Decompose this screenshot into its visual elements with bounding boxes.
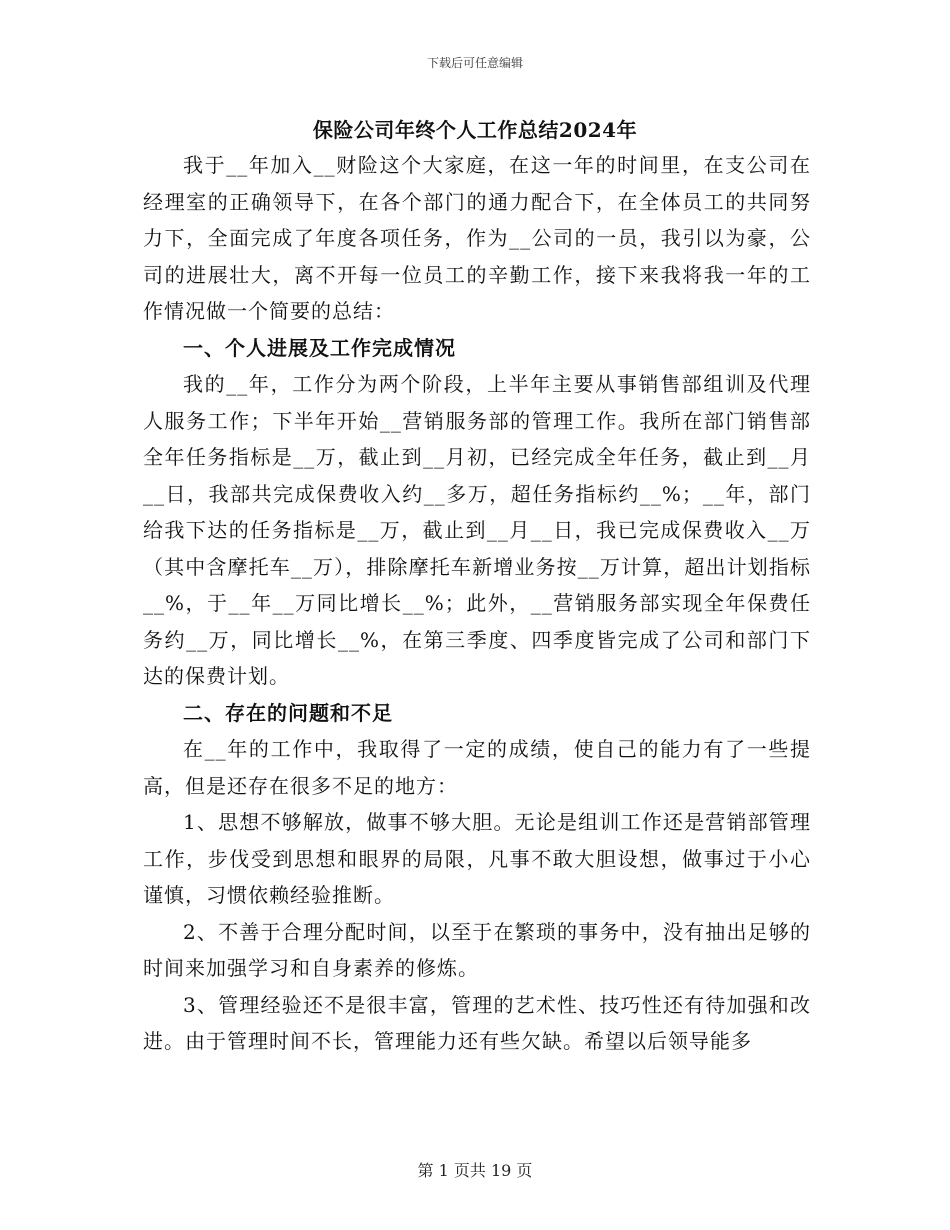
section-heading-2: 二、存在的问题和不足 <box>183 700 393 725</box>
page-number-footer: 第 1 页共 19 页 <box>417 1161 533 1180</box>
section2-paragraph-2: 1、思想不够解放，做事不够大胆。无论是组训工作还是营销部管理工作，步伐受到思想和眼界的局限，凡事不敢大胆设想，做事过于小心谨慎，习惯依赖经验推断。 <box>143 810 811 907</box>
section-heading-1: 一、个人进展及工作完成情况 <box>183 335 456 360</box>
section2-paragraph-4: 3、管理经验还不是很丰富，管理的艺术性、技巧性还有待加强和改进。由于管理时间不长，管理能力还有些欠缺。希望以后领导能多 <box>143 992 811 1053</box>
document-body <box>143 147 811 1060</box>
section1-paragraph: 我的__年，工作分为两个阶段，上半年主要从事销售部组训及代理人服务工作；下半年开始__营销服务部的管理工作。我所在部门销售部全年任务指标是__万，截止到__月初，已经完成全年任务，截止到__月__日，我部共完成保费收入约__多万，超任务指标约__%；__年，部门给我下达的任务指标是__万，截止到__月__日，我已完成保费收入__万（其中含摩托车__万），排除摩托车新增业务按__万计算，超出计划指标__%，于__年__万同比增长__%；此外，__营销服务部实现全年保费任务约__万，同比增长__%，在第三季度、四季度皆完成了公司和部门下达的保费计划。 <box>143 372 811 688</box>
section2-paragraph-3: 2、不善于合理分配时间，以至于在繁琐的事务中，没有抽出足够的时间来加强学习和自身素养的修炼。 <box>143 919 811 980</box>
section2-paragraph-1: 在__年的工作中，我取得了一定的成绩，使自己的能力有了一些提高，但是还存在很多不足的地方： <box>143 737 811 798</box>
document-title: 保险公司年终个人工作总结2024年 <box>312 118 638 142</box>
header-note: 下载后可任意编辑 <box>426 56 523 70</box>
intro-paragraph: 我于__年加入__财险这个大家庭，在这一年的时间里，在支公司在经理室的正确领导下，在各个部门的通力配合下，在全体员工的共同努力下，全面完成了年度各项任务，作为__公司的一员，我引以为豪，公司的进展壮大，离不开每一位员工的辛勤工作，接下来我将我一年的工作情况做一个简要的总结： <box>143 153 811 323</box>
